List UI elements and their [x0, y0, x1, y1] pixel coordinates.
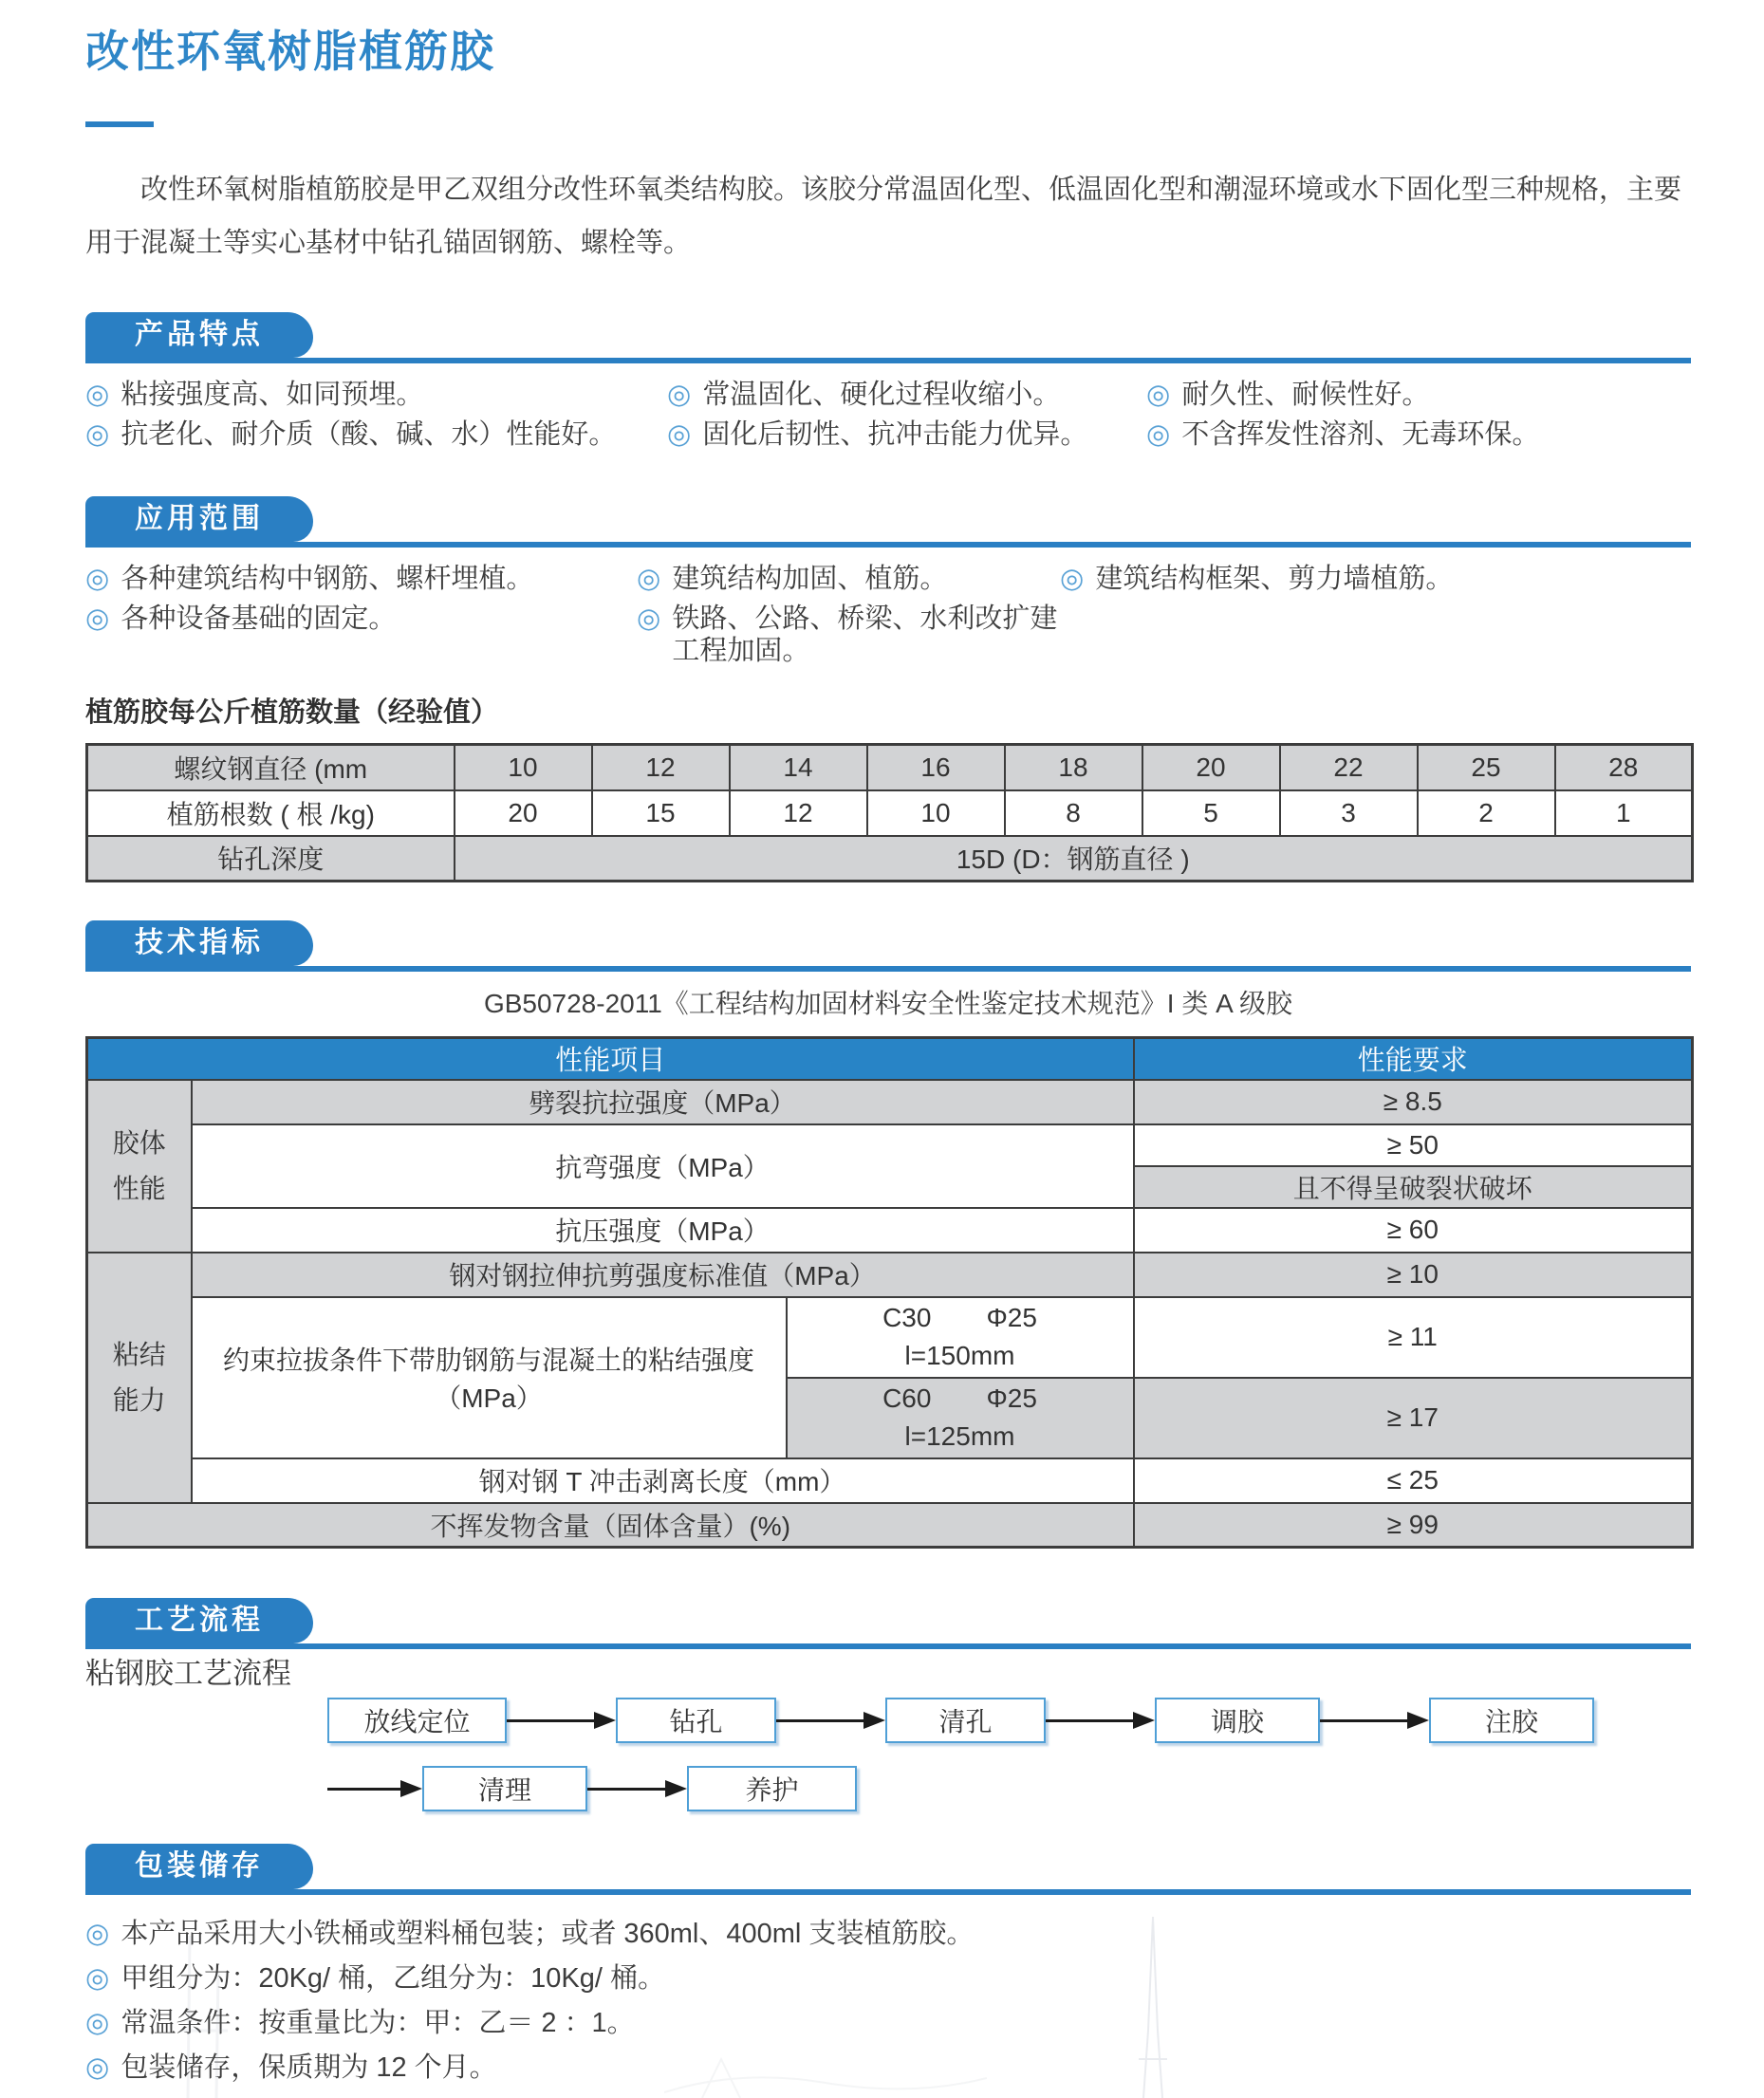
bond-c60-spec [793, 1380, 1127, 1418]
table-row [87, 1297, 1693, 1378]
bond-c60-length: l=125mm [904, 1421, 1015, 1451]
table-row [87, 1458, 1693, 1503]
feature-text: 常温固化、硬化过程收缩小。 [702, 380, 1061, 410]
application-text: 各种建筑结构中钢筋、螺杆埋植。 [121, 564, 534, 594]
cell-diameter: 22 [1280, 745, 1418, 790]
arrow-right-icon [776, 1712, 885, 1729]
cell-bond-c60 [787, 1378, 1134, 1458]
cell-compressive: 抗压强度（MPa） [192, 1208, 1134, 1253]
process-title: 工艺流程 [135, 1605, 264, 1636]
bullet-icon: ◎ [637, 564, 661, 594]
list-item [85, 379, 667, 411]
page-title: 改性环氧树脂植筋胶 [85, 27, 495, 76]
section-header-process [85, 1598, 1691, 1649]
bond-c30-diameter: Φ25 [986, 1303, 1037, 1332]
cell-depth-label: 钻孔深度 [87, 836, 455, 882]
bullet-icon: ◎ [85, 2008, 110, 2038]
cell-diameter: 14 [730, 745, 867, 790]
list-item [85, 418, 667, 451]
cell-count: 3 [1280, 790, 1418, 836]
bullet-icon: ◎ [85, 2052, 110, 2083]
cell-count: 12 [730, 790, 867, 836]
cell-count: 20 [455, 790, 592, 836]
table-row [87, 790, 1693, 836]
list-item [1060, 563, 1691, 595]
cell-count: 15 [592, 790, 730, 836]
bullet-icon: ◎ [1060, 564, 1085, 594]
list-item [85, 563, 637, 595]
cell-count: 1 [1555, 790, 1693, 836]
list-item [85, 1918, 1691, 1950]
flow-step: 钻孔 [616, 1698, 776, 1743]
flow-step: 调胶 [1155, 1698, 1320, 1743]
storage-text: 包装储存，保质期为 12 个月。 [121, 2052, 497, 2083]
cell-bond-c30 [787, 1297, 1134, 1378]
list-item [667, 379, 1146, 411]
list-item [85, 2052, 1691, 2084]
bullet-icon: ◎ [637, 603, 661, 634]
tech-table-caption: GB50728-2011《工程结构加固材料安全性鉴定技术规范》I 类 A 级胶 [483, 989, 1293, 1018]
list-item [85, 2007, 1691, 2039]
group-adhesive [87, 1080, 192, 1253]
bond-c30-spec [793, 1299, 1127, 1337]
feature-text: 粘接强度高、如同预埋。 [121, 380, 424, 410]
cell-count: 10 [867, 790, 1005, 836]
cell-diameter: 10 [455, 745, 592, 790]
arrow-right-icon [507, 1712, 616, 1729]
flow-step: 注胶 [1429, 1698, 1594, 1743]
header-property: 性能项目 [87, 1038, 1134, 1080]
feature-text: 不含挥发性溶剂、无毒环保。 [1181, 419, 1540, 450]
feature-text: 抗老化、耐介质（酸、碱、水）性能好。 [121, 419, 617, 450]
cell-count: 8 [1005, 790, 1142, 836]
storage-text: 常温条件：按重量比为：甲：乙＝ 2 ：1。 [121, 2008, 635, 2038]
features-list [85, 379, 1691, 451]
cell-depth-value: 15D (D：钢筋直径 ) [455, 836, 1693, 882]
bullet-icon: ◎ [85, 380, 110, 410]
cell-split-tensile-req: ≥ 8.5 [1134, 1080, 1693, 1124]
rebar-count-table [85, 743, 1694, 882]
header-requirement: 性能要求 [1134, 1038, 1693, 1080]
applications-list [85, 563, 1691, 667]
cell-diameter: 18 [1005, 745, 1142, 790]
cell-count: 2 [1418, 790, 1555, 836]
list-item [85, 603, 637, 667]
cell-nonvolatile-req: ≥ 99 [1134, 1503, 1693, 1548]
cell-count: 5 [1142, 790, 1280, 836]
bullet-icon: ◎ [85, 1919, 110, 1949]
list-item [1146, 418, 1691, 451]
applications-badge [85, 496, 313, 542]
bullet-icon: ◎ [667, 419, 692, 450]
arrow-right-icon [587, 1780, 687, 1797]
bond-c60-grade: C60 [882, 1383, 932, 1413]
list-item [637, 563, 1060, 595]
cell-split-tensile: 劈裂抗拉强度（MPa） [192, 1080, 1134, 1124]
table-row [87, 836, 1693, 882]
cell-diameter: 25 [1418, 745, 1555, 790]
flow-step: 放线定位 [327, 1698, 507, 1743]
title-dash [85, 121, 154, 127]
arrow-right-icon [1046, 1712, 1155, 1729]
list-item [637, 603, 1060, 667]
process-flow-row-1 [327, 1698, 1691, 1743]
cell-flexural-req: ≥ 50 [1134, 1124, 1693, 1166]
feature-text: 耐久性、耐候性好。 [1181, 380, 1430, 410]
list-item [1146, 379, 1691, 411]
cell-peel: 钢对钢 T 冲击剥离长度（mm） [192, 1458, 1134, 1503]
intro-paragraph: 改性环氧树脂植筋胶是甲乙双组分改性环氧类结构胶。该胶分常温固化型、低温固化型和潮湿环境或水下固化型三种规格，主要用于混凝土等实心基材中钻孔锚固钢筋、螺栓等。 [85, 175, 1682, 258]
cell-diameter: 16 [867, 745, 1005, 790]
section-header-tech [85, 920, 1691, 972]
tech-spec-table [85, 1036, 1694, 1549]
list-item [85, 1962, 1691, 1995]
table-row [87, 1208, 1693, 1253]
bullet-icon: ◎ [85, 603, 110, 634]
process-subtitle: 粘钢胶工艺流程 [85, 1657, 291, 1690]
cell-diameter-label: 螺纹钢直径 (mm [87, 745, 455, 790]
cell-compressive-req: ≥ 60 [1134, 1208, 1693, 1253]
cell-diameter: 20 [1142, 745, 1280, 790]
features-badge [85, 312, 313, 358]
tech-badge [85, 920, 313, 966]
application-text: 铁路、公路、桥梁、水利改扩建工程加固。 [672, 603, 1058, 666]
cell-shear: 钢对钢拉伸抗剪强度标准值（MPa） [192, 1253, 1134, 1297]
rebar-table-title: 植筋胶每公斤植筋数量（经验值） [85, 697, 499, 728]
flow-step: 清理 [422, 1766, 587, 1811]
cell-shear-req: ≥ 10 [1134, 1253, 1693, 1297]
application-text: 建筑结构加固、植筋。 [672, 564, 948, 594]
bullet-icon: ◎ [1146, 380, 1171, 410]
cell-nonvolatile: 不挥发物含量（固体含量）(%) [87, 1503, 1134, 1548]
application-text: 各种设备基础的固定。 [121, 603, 397, 634]
cell-bond-label: 约束拉拔条件下带肋钢筋与混凝土的粘结强度（MPa） [192, 1297, 787, 1458]
list-item [667, 418, 1146, 451]
table-header-row [87, 1038, 1693, 1080]
bond-c30-length: l=150mm [904, 1341, 1015, 1370]
table-row [87, 1503, 1693, 1548]
table-row [87, 745, 1693, 790]
applications-title: 应用范围 [135, 503, 264, 534]
flow-step: 养护 [687, 1766, 857, 1811]
bullet-icon: ◎ [85, 564, 110, 594]
arrow-right-icon [327, 1780, 422, 1797]
bullet-icon: ◎ [85, 419, 110, 450]
cell-bond-c60-req: ≥ 17 [1134, 1378, 1693, 1458]
storage-list [85, 1918, 1691, 2084]
bullet-icon: ◎ [1146, 419, 1171, 450]
process-flow-row-2 [327, 1766, 1691, 1811]
group-adhesive-label: 胶体性能 [112, 1127, 166, 1203]
cell-peel-req: ≤ 25 [1134, 1458, 1693, 1503]
storage-text: 本产品采用大小铁桶或塑料桶包装；或者 360ml、400ml 支装植筋胶。 [121, 1919, 975, 1949]
storage-text: 甲组分为：20Kg/ 桶，乙组分为：10Kg/ 桶。 [121, 1963, 665, 1994]
application-text: 建筑结构框架、剪力墙植筋。 [1095, 564, 1454, 594]
cell-diameter: 12 [592, 745, 730, 790]
features-title: 产品特点 [135, 319, 264, 350]
bullet-icon: ◎ [667, 380, 692, 410]
group-bond-label: 粘结能力 [112, 1339, 166, 1415]
bond-c30-grade: C30 [882, 1303, 932, 1332]
cell-diameter: 28 [1555, 745, 1693, 790]
table-row [87, 1080, 1693, 1124]
tech-title: 技术指标 [135, 927, 264, 958]
group-bond [87, 1253, 192, 1503]
storage-title: 包装储存 [135, 1850, 264, 1882]
feature-text: 固化后韧性、抗冲击能力优异。 [702, 419, 1088, 450]
table-row [87, 1124, 1693, 1166]
bullet-icon: ◎ [85, 1963, 110, 1994]
arrow-right-icon [1320, 1712, 1429, 1729]
section-header-applications [85, 496, 1691, 548]
cell-count-label: 植筋根数 ( 根 /kg) [87, 790, 455, 836]
cell-flexural-note: 且不得呈破裂状破坏 [1134, 1166, 1693, 1208]
storage-badge [85, 1844, 313, 1889]
flow-step: 清孔 [885, 1698, 1046, 1743]
process-badge [85, 1598, 313, 1643]
table-row [87, 1253, 1693, 1297]
cell-bond-c30-req: ≥ 11 [1134, 1297, 1693, 1378]
section-header-storage [85, 1844, 1691, 1895]
bond-c60-diameter: Φ25 [986, 1383, 1037, 1413]
section-header-features [85, 312, 1691, 363]
cell-flexural: 抗弯强度（MPa） [192, 1124, 1134, 1208]
